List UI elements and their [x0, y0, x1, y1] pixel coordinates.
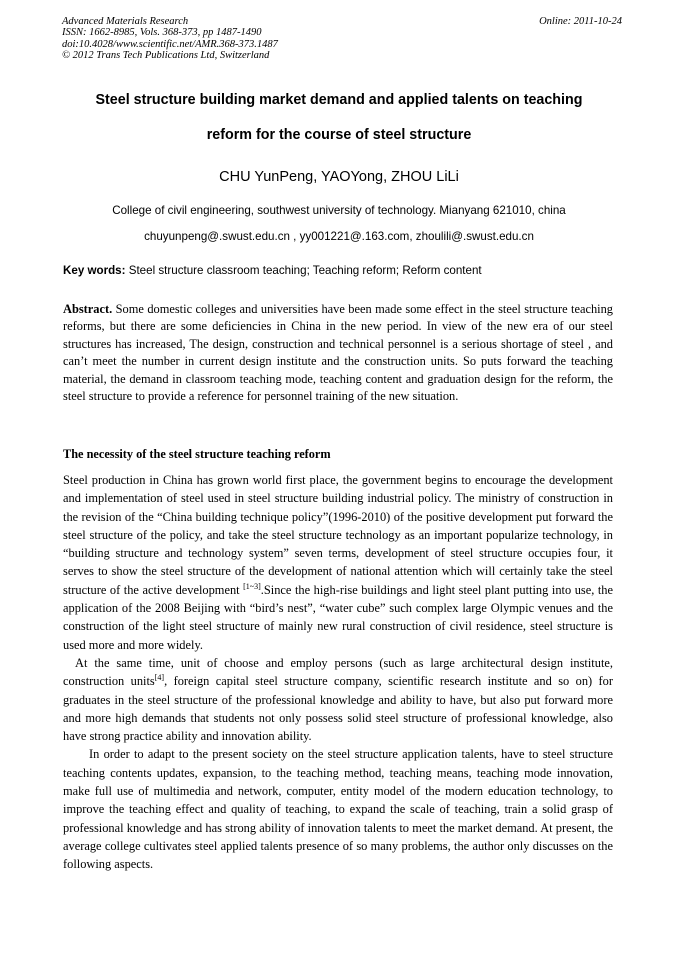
paragraph-1-text-b: .Since the high-rise buildings and light steel plant putting into use, the application of the 2008 Beijing with “bird’s nest”, “water cube” such complex large Olympic venues and the construction of the light steel structure of mainly new rural construction of civil residence, steel structure is used more and more widely.	[63, 582, 614, 652]
section-heading: The necessity of the steel structure teaching reform	[63, 447, 331, 461]
citation-1-3: [1~3]	[243, 581, 261, 591]
paragraph-1-text-a: Steel production in China has grown world first place, the government begins to encourage the development and implementation of steel used in steel structure building industrial policy. The ministry of construction in the revision of the “China building technique policy”(1996-2010) of the positive development put forward the steel structure of the policy, and take the steel structure technology as an important popularize technology, in “building structure and technology system” seven terms, development of steel structure occupies four, it serves to show the steel structure of the development of national attention which will certainly take the steel structure of the active development	[63, 473, 613, 597]
abstract	[63, 301, 613, 405]
journal-name: Advanced Materials Research	[62, 16, 189, 27]
keywords	[63, 264, 623, 277]
journal-doi: doi:10.4028/www.scientific.net/AMR.368-373.1487	[62, 38, 278, 50]
journal-issn: ISSN: 1662-8985, Vols. 368-373, pp 1487-1490	[62, 27, 262, 39]
authors: CHU YunPeng, YAOYong, ZHOU LiLi	[219, 169, 459, 185]
paragraph-2-text-b: , foreign capital steel structure company, scientific research institute and so on) for graduates in the steel structure of the professional knowledge and ability to have, but also put forward more and more high demands that students not only possess solid steel structure of professional knowledge, also have strong practice ability and innovation ability.	[63, 674, 613, 744]
online-date: Online: 2011-10-24	[539, 16, 622, 27]
author-emails: chuyunpeng@.swust.edu.cn , yy001221@.163.com, zhoulili@.swust.edu.cn	[144, 230, 534, 243]
journal-copyright: © 2012 Trans Tech Publications Ltd, Switzerland	[62, 50, 270, 62]
section-body	[63, 471, 613, 874]
journal-info	[62, 16, 278, 62]
paper-title-line-1: Steel structure building market demand and applied talents on teaching	[95, 92, 583, 108]
affiliation: College of civil engineering, southwest university of technology. Mianyang 621010, china	[112, 204, 566, 217]
citation-4: [4]	[154, 673, 165, 683]
paragraph-1	[63, 471, 613, 654]
paragraph-2	[63, 654, 613, 745]
paper-title-line-2: reform for the course of steel structure	[206, 127, 472, 143]
keywords-text: Steel structure classroom teaching; Teaching reform; Reform content	[125, 264, 482, 277]
keywords-label: Key words:	[63, 264, 126, 277]
paragraph-3: In order to adapt to the present society on the steel structure application talents, have to steel structure teaching contents updates, expansion, to the teaching method, teaching means, teaching mode innovation, make full use of multimedia and network, computer, entity model of the modern education technology, to improve the teaching effect and quality of teaching, to expand the scale of teaching, train a solid grasp of professional knowledge and has strong ability of innovation talents to meet the market demand. At present, the average college cultivates steel applied talents presence of so many problems, the author only discusses on the following aspects.	[63, 747, 613, 872]
abstract-label: Abstract.	[63, 302, 113, 316]
abstract-text: Some domestic colleges and universities have been made some effect in the steel structure teaching reforms, but there are some deficiencies in China in the new period. In view of the new era of our steel structures has increased, The design, construction and technical personnel is a serious shortage of steel , and can’t meet the number in current design institute and the construction units. So puts forward the teaching material, the demand in classroom teaching mode, teaching content and graduation design for the reform, the steel structure to provide a reference for personnel training of the new situation.	[63, 302, 613, 404]
paragraph-2-text-a: At the same time, unit of choose and employ persons (such as large architectural design institute, construction units	[63, 655, 613, 689]
